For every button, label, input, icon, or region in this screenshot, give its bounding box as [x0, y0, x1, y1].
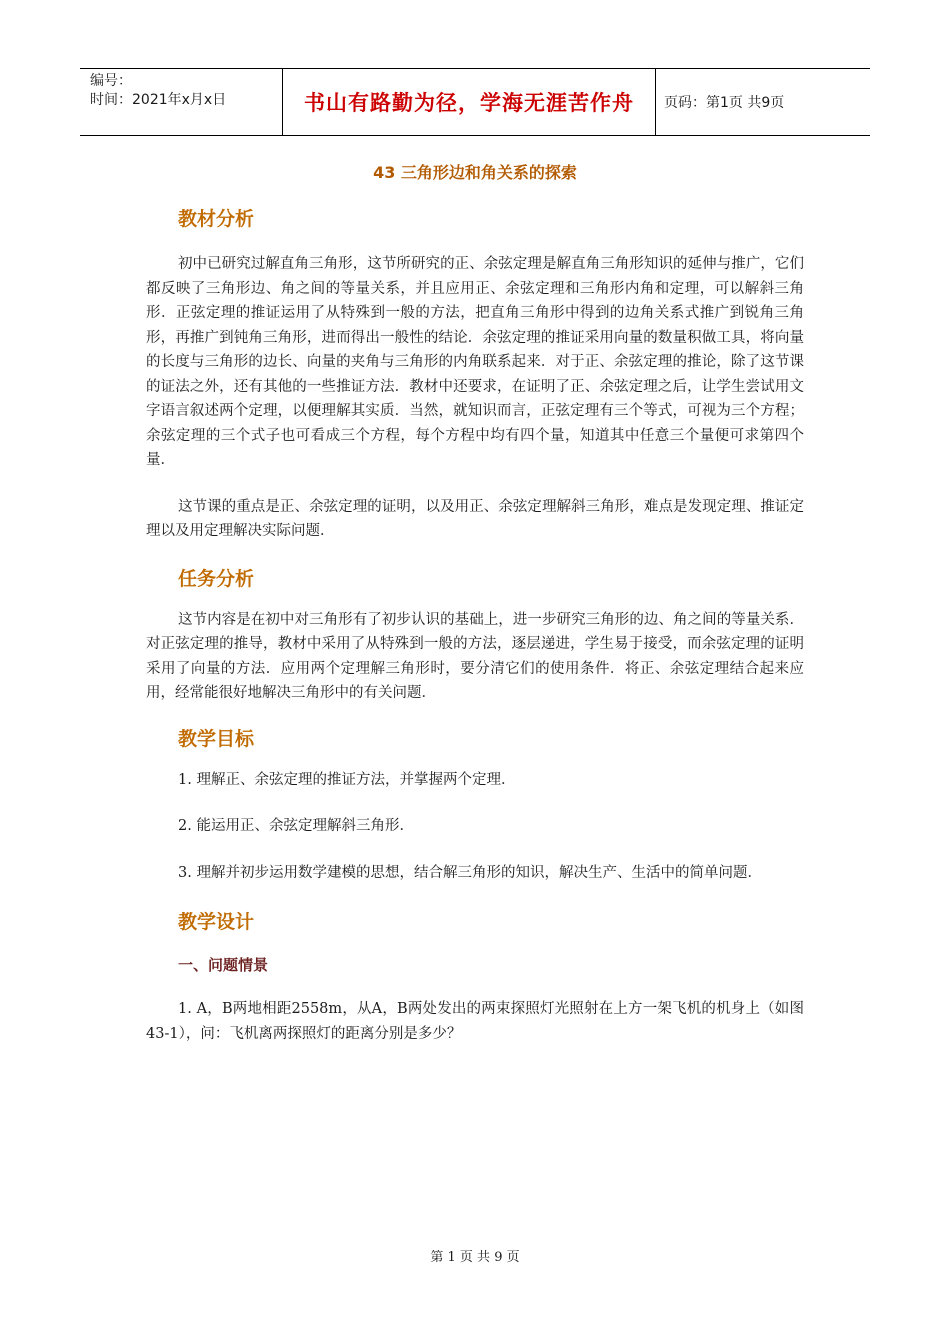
goal-2: 2. 能运用正、余弦定理解斜三角形．	[178, 818, 414, 834]
analysis-paragraph-1: 初中已研究过解直角三角形，这节所研究的正、余弦定理是解直角三角形知识的延伸与推广，它们都反映了三角形边、角之间的等量关系，并且应用正、余弦定理和三角形内角和定理，可以解斜三角形．正弦定理的推证运用了从特殊到一般的方法，把直角三角形中得到的边角关系式推广到锐角三角形，再推广到钝角三角形，进而得出一般性的结论．余弦定理的推证采用向量的数量积做工具，将向量的长度与三角形的边长、向量的夹角与三角形的内角联系起来．对于正、余弦定理的推论，除了这节课的证法之外，还有其他的一些推证方法．教材中还要求，在证明了正、余弦定理之后，让学生尝试用文字语言叙述两个定理，以便理解其实质．当然，就知识而言，正弦定理有三个等式，可视为三个方程；余弦定理的三个式子也可看成三个方程，每个方程中均有四个量，知道其中任意三个量便可求第四个量．	[146, 256, 804, 468]
document-body	[146, 200, 804, 1046]
time-label: 时间：2021年x月x日	[90, 92, 227, 108]
analysis-paragraph-2: 这节课的重点是正、余弦定理的证明，以及用正、余弦定理解斜三角形，难点是发现定理、推证定理以及用定理解决实际问题．	[146, 498, 804, 539]
number-label: 编号：	[90, 73, 132, 89]
header-table	[80, 68, 870, 136]
header-motto: 书山有路勤为径，学海无涯苦作舟	[282, 69, 656, 135]
heading-task: 任务分析	[178, 567, 255, 590]
task-paragraph-1: 这节内容是在初中对三角形有了初步认识的基础上，进一步研究三角形的边、角之间的等量关系．对正弦定理的推导，教材中采用了从特殊到一般的方法，逐层递进，学生易于接受，而余弦定理的证明采用了向量的方法．应用两个定理解三角形时，要分清它们的使用条件．将正、余弦定理结合起来应用，经常能很好地解决三角形中的有关问题．	[146, 611, 804, 701]
heading-goals: 教学目标	[178, 727, 255, 750]
header-meta	[80, 69, 282, 135]
document-title: 43 三角形边和角关系的探索	[373, 163, 577, 182]
heading-analysis: 教材分析	[178, 208, 255, 230]
goal-1: 1. 理解正、余弦定理的推证方法，并掌握两个定理．	[178, 771, 516, 788]
subheading-problem-scenario: 一、问题情景	[178, 956, 269, 974]
question-1: 1. A，B两地相距2558m，从A，B两处发出的两束探照灯光照射在上方一架飞机的机身上（如图43-1），问：飞机离两探照灯的距离分别是多少？	[146, 1001, 804, 1042]
heading-design: 教学设计	[178, 911, 255, 933]
goal-3: 3. 理解并初步运用数学建模的思想，结合解三角形的知识，解决生产、生活中的简单问题．	[178, 864, 762, 881]
header-page-info: 页码：第1页 共9页	[664, 95, 785, 111]
page-footer: 第 1 页 共 9 页	[430, 1250, 520, 1265]
